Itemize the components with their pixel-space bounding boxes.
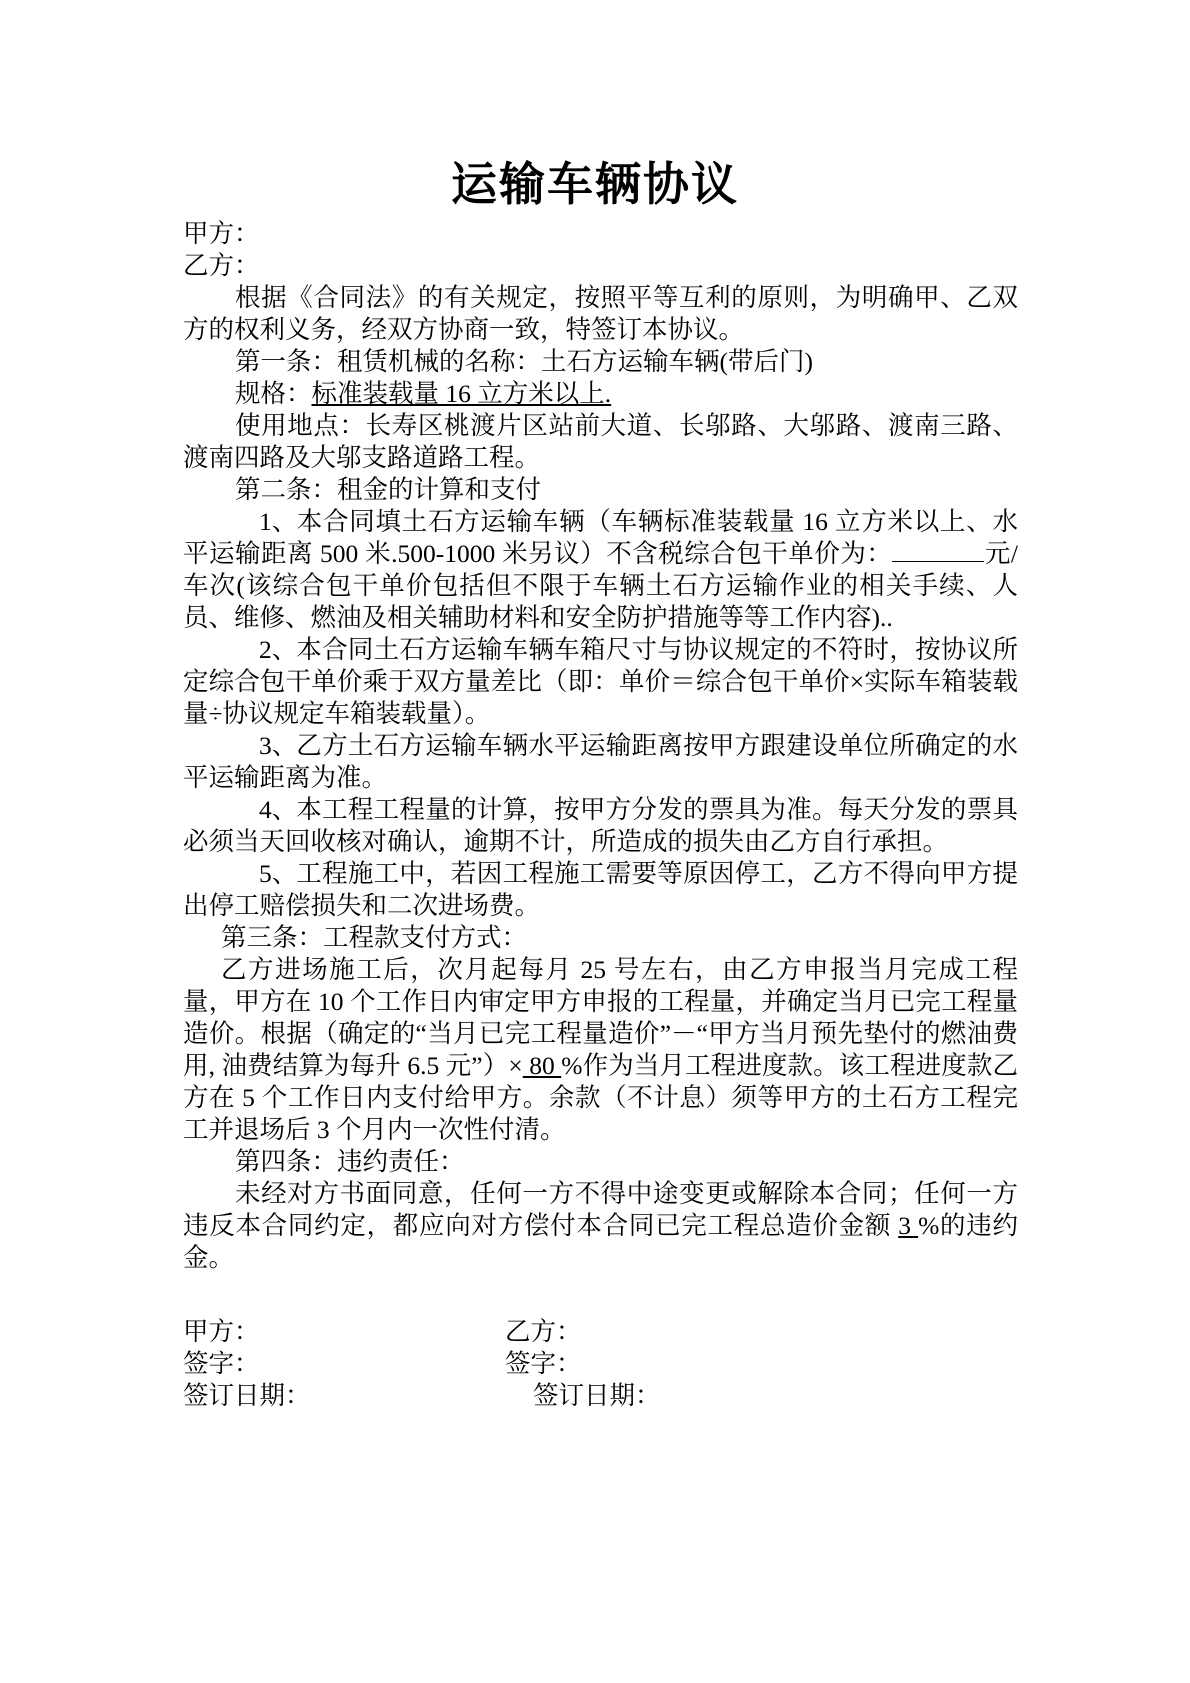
- item-number: 2、: [259, 635, 298, 664]
- signature-date-b: 签订日期：: [533, 1381, 661, 1410]
- article1-heading: 第一条：租赁机械的名称：土石方运输车辆(带后门): [235, 347, 813, 376]
- article1-location: 使用地点：长寿区桃渡片区站前大道、长邬路、大邬路、渡南三路、渡南四路及大邬支路道路工程。: [183, 411, 1018, 472]
- item-number: 3、: [259, 731, 298, 760]
- article2-item-3: [183, 730, 1018, 794]
- item-text: 工程施工中，若因工程施工需要等原因停工，乙方不得向甲方提出停工赔偿损失和二次进场费。: [183, 859, 1018, 920]
- price-blank-line: [892, 539, 984, 562]
- signature-party-row: [183, 1316, 1018, 1348]
- article4-heading: 第四条：违约责任：: [235, 1147, 465, 1176]
- article2-item-2: [183, 634, 1018, 730]
- item-number: 4、: [259, 795, 298, 824]
- signature-party-b: 乙方：: [505, 1317, 582, 1346]
- progress-percent-value: 80: [522, 1051, 562, 1080]
- document-body: [183, 218, 1018, 1412]
- article2-heading: 第二条：租金的计算和支付: [235, 475, 542, 504]
- signature-sign-b: 签字：: [505, 1349, 582, 1378]
- signature-date-a: 签订日期：: [183, 1381, 311, 1410]
- article3-text: 乙方进场施工后，次月起每月 25 号左右，由乙方申报当月完成工程量，甲方在 10 个工作日内审定甲方申报的工程量，并确定当月已完工程量造价。根据（确定的“当月已完工程量造价”－“甲方当月预先垫付的燃油费用, 油费结算为每升 6.5 元”）×: [183, 955, 1018, 1080]
- item-text: 乙方土石方运输车辆水平运输距离按甲方跟建设单位所确定的水平运输距离为准。: [183, 731, 1018, 792]
- item-text: 本合同土石方运输车辆车箱尺寸与协议规定的不符时，按协议所定综合包干单价乘于双方量差比（即：单价＝综合包干单价×实际车箱装载量÷协议规定车箱装载量）。: [183, 635, 1018, 728]
- signature-sign-row: [183, 1348, 1018, 1380]
- article2-item-5: [183, 858, 1018, 922]
- item-text-continued: 元/车次(该综合包干单价包括但不限于车辆土石方运输作业的相关手续、人员、维修、燃油及相关辅助材料和安全防护措施等等工作内容)..: [183, 539, 1018, 632]
- article2-item-4: [183, 794, 1018, 858]
- penalty-percent-value: 3: [898, 1211, 919, 1240]
- item-number: 1、: [259, 507, 298, 536]
- spacer: [183, 1274, 1018, 1316]
- signature-sign-a: 签字：: [183, 1349, 260, 1378]
- intro-paragraph: 根据《合同法》的有关规定，按照平等互利的原则，为明确甲、乙双方的权利义务，经双方协商一致，特签订本协议。: [183, 283, 1018, 344]
- item-text: 本工程工程量的计算，按甲方分发的票具为准。每天分发的票具必须当天回收核对确认，逾期不计，所造成的损失由乙方自行承担。: [183, 795, 1018, 856]
- article1-spec: [183, 378, 1018, 410]
- party-b-line: 乙方：: [183, 251, 260, 280]
- signature-party-a: 甲方：: [183, 1317, 260, 1346]
- spec-value: 标准装载量 16 立方米以上.: [311, 379, 612, 408]
- article3-paragraph: [183, 954, 1018, 1146]
- signature-date-row: [183, 1380, 1018, 1412]
- article4-paragraph: [183, 1178, 1018, 1274]
- article4-text-continued: %的违约金。: [183, 1211, 1018, 1272]
- item-number: 5、: [259, 859, 298, 888]
- item-text: 本合同填土石方运输车辆（车辆标准装载量 16 立方米以上、水平运输距离 500 米.500-1000 米另议）不含税综合包干单价为：: [183, 507, 1018, 568]
- article4-text: 未经对方书面同意，任何一方不得中途变更或解除本合同；任何一方违反本合同约定，都应向对方偿付本合同已完工程总造价金额: [183, 1179, 1018, 1240]
- party-a-line: 甲方：: [183, 219, 260, 248]
- document-title: 运输车辆协议: [451, 159, 739, 210]
- article3-text-continued: %作为当月工程进度款。该工程进度款乙方在 5 个工作日内支付给甲方。余款（不计息）须等甲方的土石方工程完工并退场后 3 个月内一次性付清。: [183, 1051, 1019, 1144]
- article3-heading: 第三条：工程款支付方式：: [221, 923, 528, 952]
- article2-item-1: [183, 506, 1018, 634]
- spec-label: 规格：: [235, 379, 312, 408]
